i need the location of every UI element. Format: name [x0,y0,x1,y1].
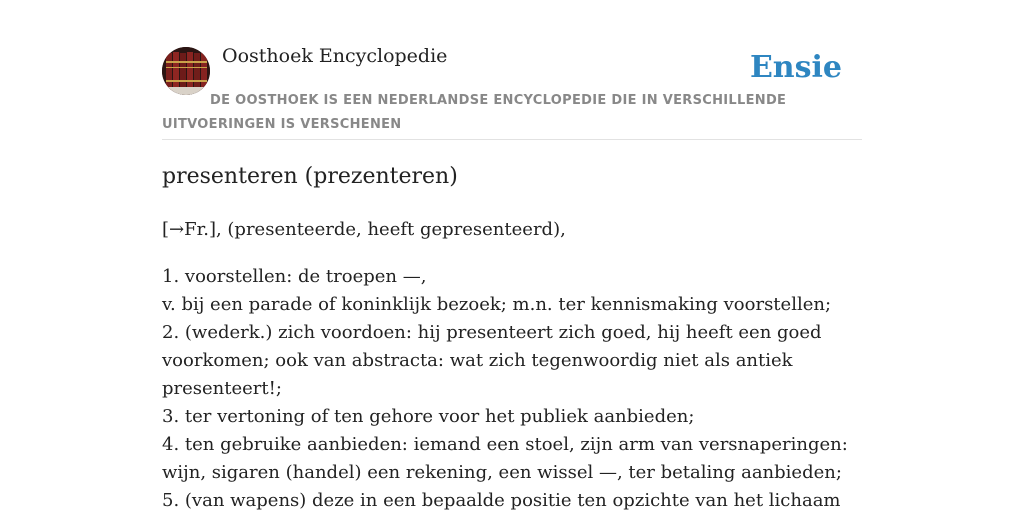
site-title[interactable]: Oosthoek Encyclopedie [222,45,448,67]
entry-title: presenteren (prezenteren) [162,164,458,189]
entry-etymology: [→Fr.], (presenteerde, heeft gepresenteerd), [162,219,566,240]
definition-line: 2. (wederk.) zich voordoen: hij presenteert zich goed, hij heeft een goed voorkomen; ook van abstracta: wat zich tegenwoordig niet als antiek presenteert!; [162,322,822,399]
header-divider [162,139,862,140]
definition-line: 3. ter vertoning of ten gehore voor het publiek aanbieden; [162,406,695,427]
entry-definition [162,263,862,515]
brand-logo[interactable]: Ensie [749,50,842,85]
definition-line: 4. ten gebruike aanbieden: iemand een stoel, zijn arm van versnaperingen: wijn, sigaren (handel) een rekening, een wissel —, ter betaling aanbieden; [162,434,848,483]
definition-line: 1. voorstellen: de troepen —, [162,266,427,287]
site-tagline: DE OOSTHOEK IS EEN NEDERLANDSE ENCYCLOPEDIE DIE IN VERSCHILLENDE UITVOERINGEN IS VERSCHENEN [162,93,787,132]
definition-line: 5. (van wapens) deze in een bepaalde positie ten opzichte van het lichaam [162,490,841,511]
encyclopedia-books-icon[interactable] [162,47,210,95]
definition-line: v. bij een parade of koninklijk bezoek; m.n. ter kennismaking voorstellen; [162,294,832,315]
